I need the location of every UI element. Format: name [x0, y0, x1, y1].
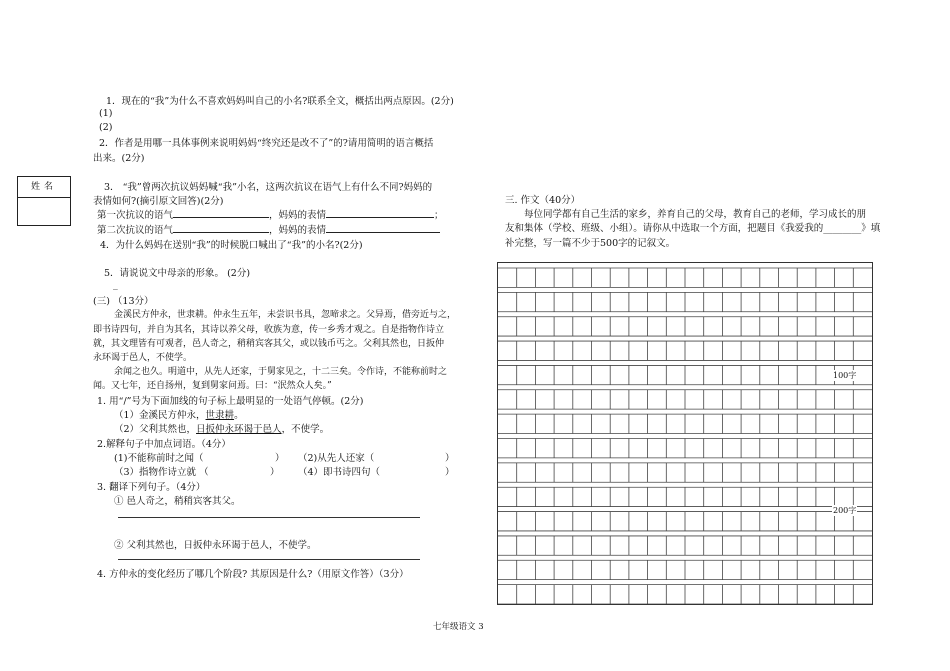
classical-q1-a	[114, 407, 244, 421]
word-count-100: 100字	[833, 371, 857, 380]
sentence-text: 。	[234, 410, 244, 421]
question-4: 4．为什么妈妈在送别“我”的时候脱口喊出了“我”的小名?(2分)	[100, 240, 363, 251]
passage-line: 金溪民方仲永，世隶耕。仲永生五年，未尝识书具，忽啼求之。父异焉，借旁近与之，	[114, 310, 457, 320]
passage-line: 余闻之也久。明道中，从先人还家，于舅家见之，十二三矣。令作诗，不能称前时之	[114, 367, 448, 377]
classical-q2-1: (1)不能称前时之闻（	[114, 453, 204, 464]
section-3-heading: (三) （13分）	[93, 296, 154, 307]
paren-close: ）	[275, 453, 285, 464]
classical-q4: 4. 方仲永的变化经历了哪几个阶段? 其原因是什么?（用原文作答）（3分）	[97, 569, 409, 580]
classical-q1-b	[114, 421, 329, 435]
expression-label: ，妈妈的表情	[269, 225, 327, 236]
classical-q2-3: （3）指物作诗立就 （	[114, 467, 209, 478]
question-3-first	[97, 207, 444, 221]
passage-line: 即书诗四句，并自为其名，其诗以养父母，收族为意，传一乡秀才观之。自是指物作诗立	[93, 325, 445, 335]
question-3-second	[97, 222, 440, 236]
passage-line: 闻。又七年，还自扬州，复到舅家问焉。曰：“泯然众人矣。”	[93, 381, 332, 391]
expression-label: ，妈妈的表情	[269, 210, 327, 221]
writing-grid[interactable]	[497, 262, 873, 605]
question-2-line-1: 2．作者是用哪一具体事例来说明妈妈“终究还是改不了”的?请用简明的语言概括	[99, 138, 434, 149]
answer-line[interactable]	[118, 559, 420, 560]
paren-close: ）	[270, 467, 280, 478]
word-count-200: 200字	[833, 506, 857, 515]
writing-grid-lines	[498, 263, 872, 604]
underlined-phrase: 世隶耕	[205, 410, 235, 421]
classical-q2: 2.解释句子中加点词语。（4分）	[97, 439, 231, 450]
passage-line: 永环谒于邑人，不使学。	[93, 353, 193, 363]
dash-mark: _	[113, 279, 118, 290]
question-3-line-1: 3． “我”曾两次抗议妈妈喊“我”小名，这两次抗议在语气上有什么不同?妈妈的	[104, 182, 433, 193]
composition-title: 三. 作文（40分）	[505, 195, 581, 206]
underlined-phrase: 日扳仲永环谒于邑人	[196, 424, 282, 435]
name-label: 姓名	[18, 177, 70, 198]
question-1: 1．现在的“我”为什么不喜欢妈妈叫自己的小名?联系全文，概括出两点原因。(2分)	[106, 96, 454, 107]
paren-close: ）	[445, 453, 455, 464]
answer-line[interactable]	[118, 517, 420, 518]
composition-prompt-line-1: 每位同学都有自己生活的家乡，养育自己的父母，教育自己的老师，学习成长的朋	[524, 209, 867, 220]
first-protest-label: 第一次抗议的语气	[97, 210, 174, 221]
classical-q3-1: ① 邑人奇之，稍稍宾客其父。	[114, 496, 241, 507]
question-1-b: (2)	[99, 122, 113, 133]
classical-q3: 3. 翻译下列句子。（4分）	[97, 482, 206, 493]
passage-line: 就，其文理皆有可观者，邑人奇之，稍稍宾客其父，或以钱币丐之。父利其然也，日扳仲	[93, 339, 445, 349]
composition-prompt-line-3: 补完整，写一篇不少于500字的记叙文。	[505, 238, 676, 249]
question-2-line-2: 出来。(2分)	[93, 153, 145, 164]
second-protest-label: 第二次抗议的语气	[97, 225, 174, 236]
separator: ；	[434, 210, 444, 221]
question-5: 5．请说说文中母亲的形象。 (2分)	[104, 268, 251, 279]
name-box	[17, 176, 71, 226]
answer-blank[interactable]	[326, 222, 440, 233]
composition-prompt-line-2: 友和集体（学校、班级、小组）。请你从中选取一个方面，把题目《我爱我的________》填	[505, 223, 881, 234]
question-3-line-2: 表情如何?(摘引原文回答)(2分)	[93, 196, 224, 207]
paren-close: ）	[445, 467, 455, 478]
answer-blank[interactable]	[173, 222, 269, 233]
classical-q1: 1. 用“/”号为下面加线的句子标上最明显的一处语气停顿。(2分)	[97, 396, 364, 407]
sentence-text: ，不使学。	[281, 424, 330, 435]
page-footer: 七年级语文 3	[433, 622, 484, 632]
sentence-text: （1）金溪民方仲永，	[114, 410, 206, 421]
answer-blank[interactable]	[173, 207, 269, 218]
question-1-a: (1)	[99, 108, 113, 119]
sentence-text: （2）父利其然也，	[114, 424, 197, 435]
answer-blank[interactable]	[326, 207, 434, 218]
classical-q2-4: （4）即书诗四句（	[298, 467, 381, 478]
classical-q3-2: ② 父利其然也，日扳仲永环谒于邑人，不使学。	[114, 540, 317, 551]
classical-q2-2: （2)从先人还家（	[298, 453, 375, 464]
